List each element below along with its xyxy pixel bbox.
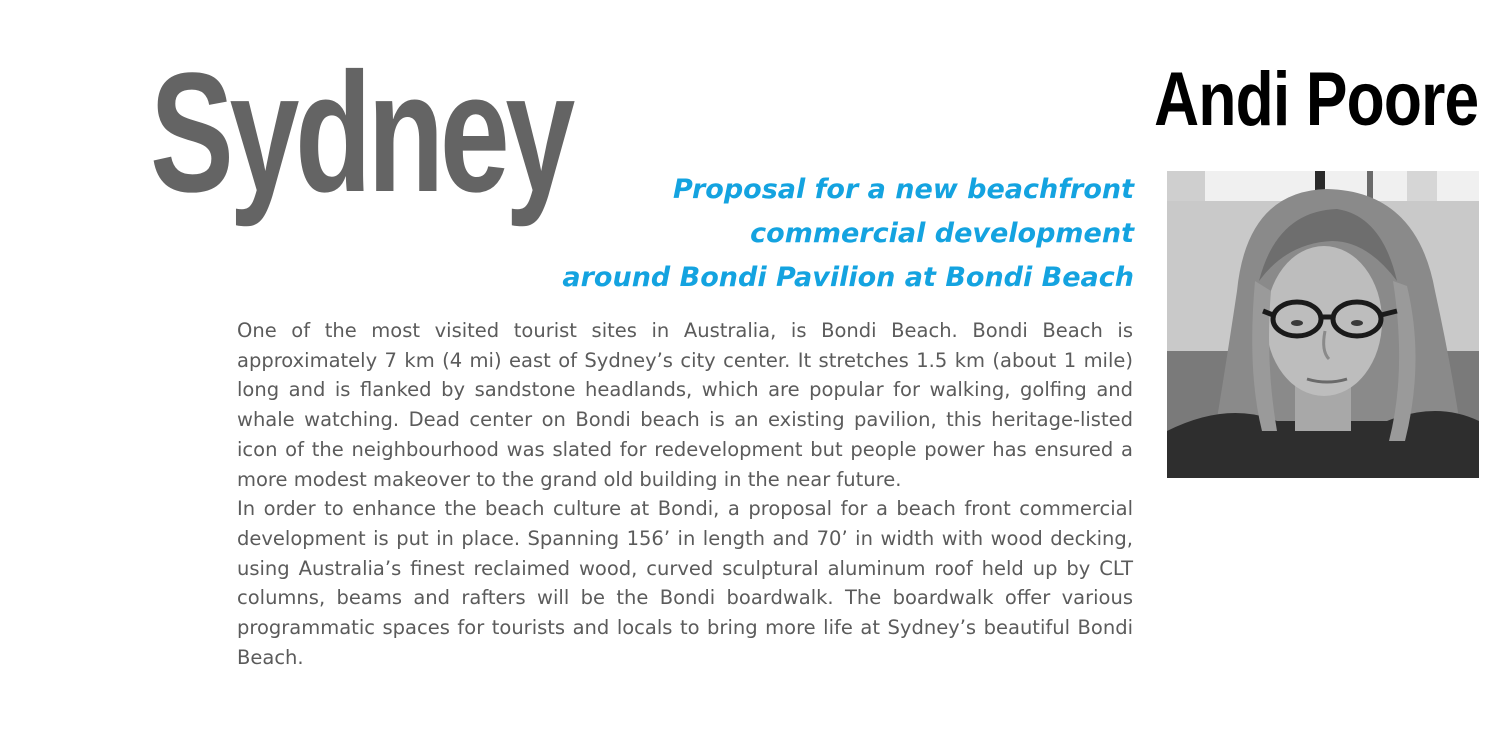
project-subtitle [494,168,1134,300]
author-name: Andi Poore [1153,57,1478,142]
city-title: Sydney [150,38,571,228]
subtitle-line-2: commercial development [750,218,1134,249]
subtitle-line-1: Proposal for a new beachfront [673,174,1134,205]
author-portrait [1167,171,1479,478]
description-paragraph-1: One of the most visited tourist sites in Australia, is Bondi Beach. Bondi Beach is approximately 7 km (4 mi) east of Sydney’s city center. It stretches 1.5 km (about 1 mile) long and is flanked by sandstone headlands, which are popular for walking, golfing and whale watching. Dead center on Bondi beach is an existing pavilion, this heritage-listed icon of the neighbourhood was slated for redevelopment but people power has ensured a more modest makeover to the grand old building in the near future. [237,319,1133,491]
description-paragraph-2: In order to enhance the beach culture at Bondi, a proposal for a beach front commercial development is put in place. Spanning 156’ in length and 70’ in width with wood decking, using Australia’s finest reclaimed wood, curved sculptural aluminum roof held up by CLT columns, beams and rafters will be the Bondi boardwalk. The boardwalk offer various programmatic spaces for tourists and locals to bring more life at Sydney’s beautiful Bondi Beach. [237,497,1133,669]
subtitle-line-3: around Bondi Pavilion at Bondi Beach [562,262,1134,293]
project-description [237,316,1133,672]
portrait-photo-icon [1167,171,1479,478]
